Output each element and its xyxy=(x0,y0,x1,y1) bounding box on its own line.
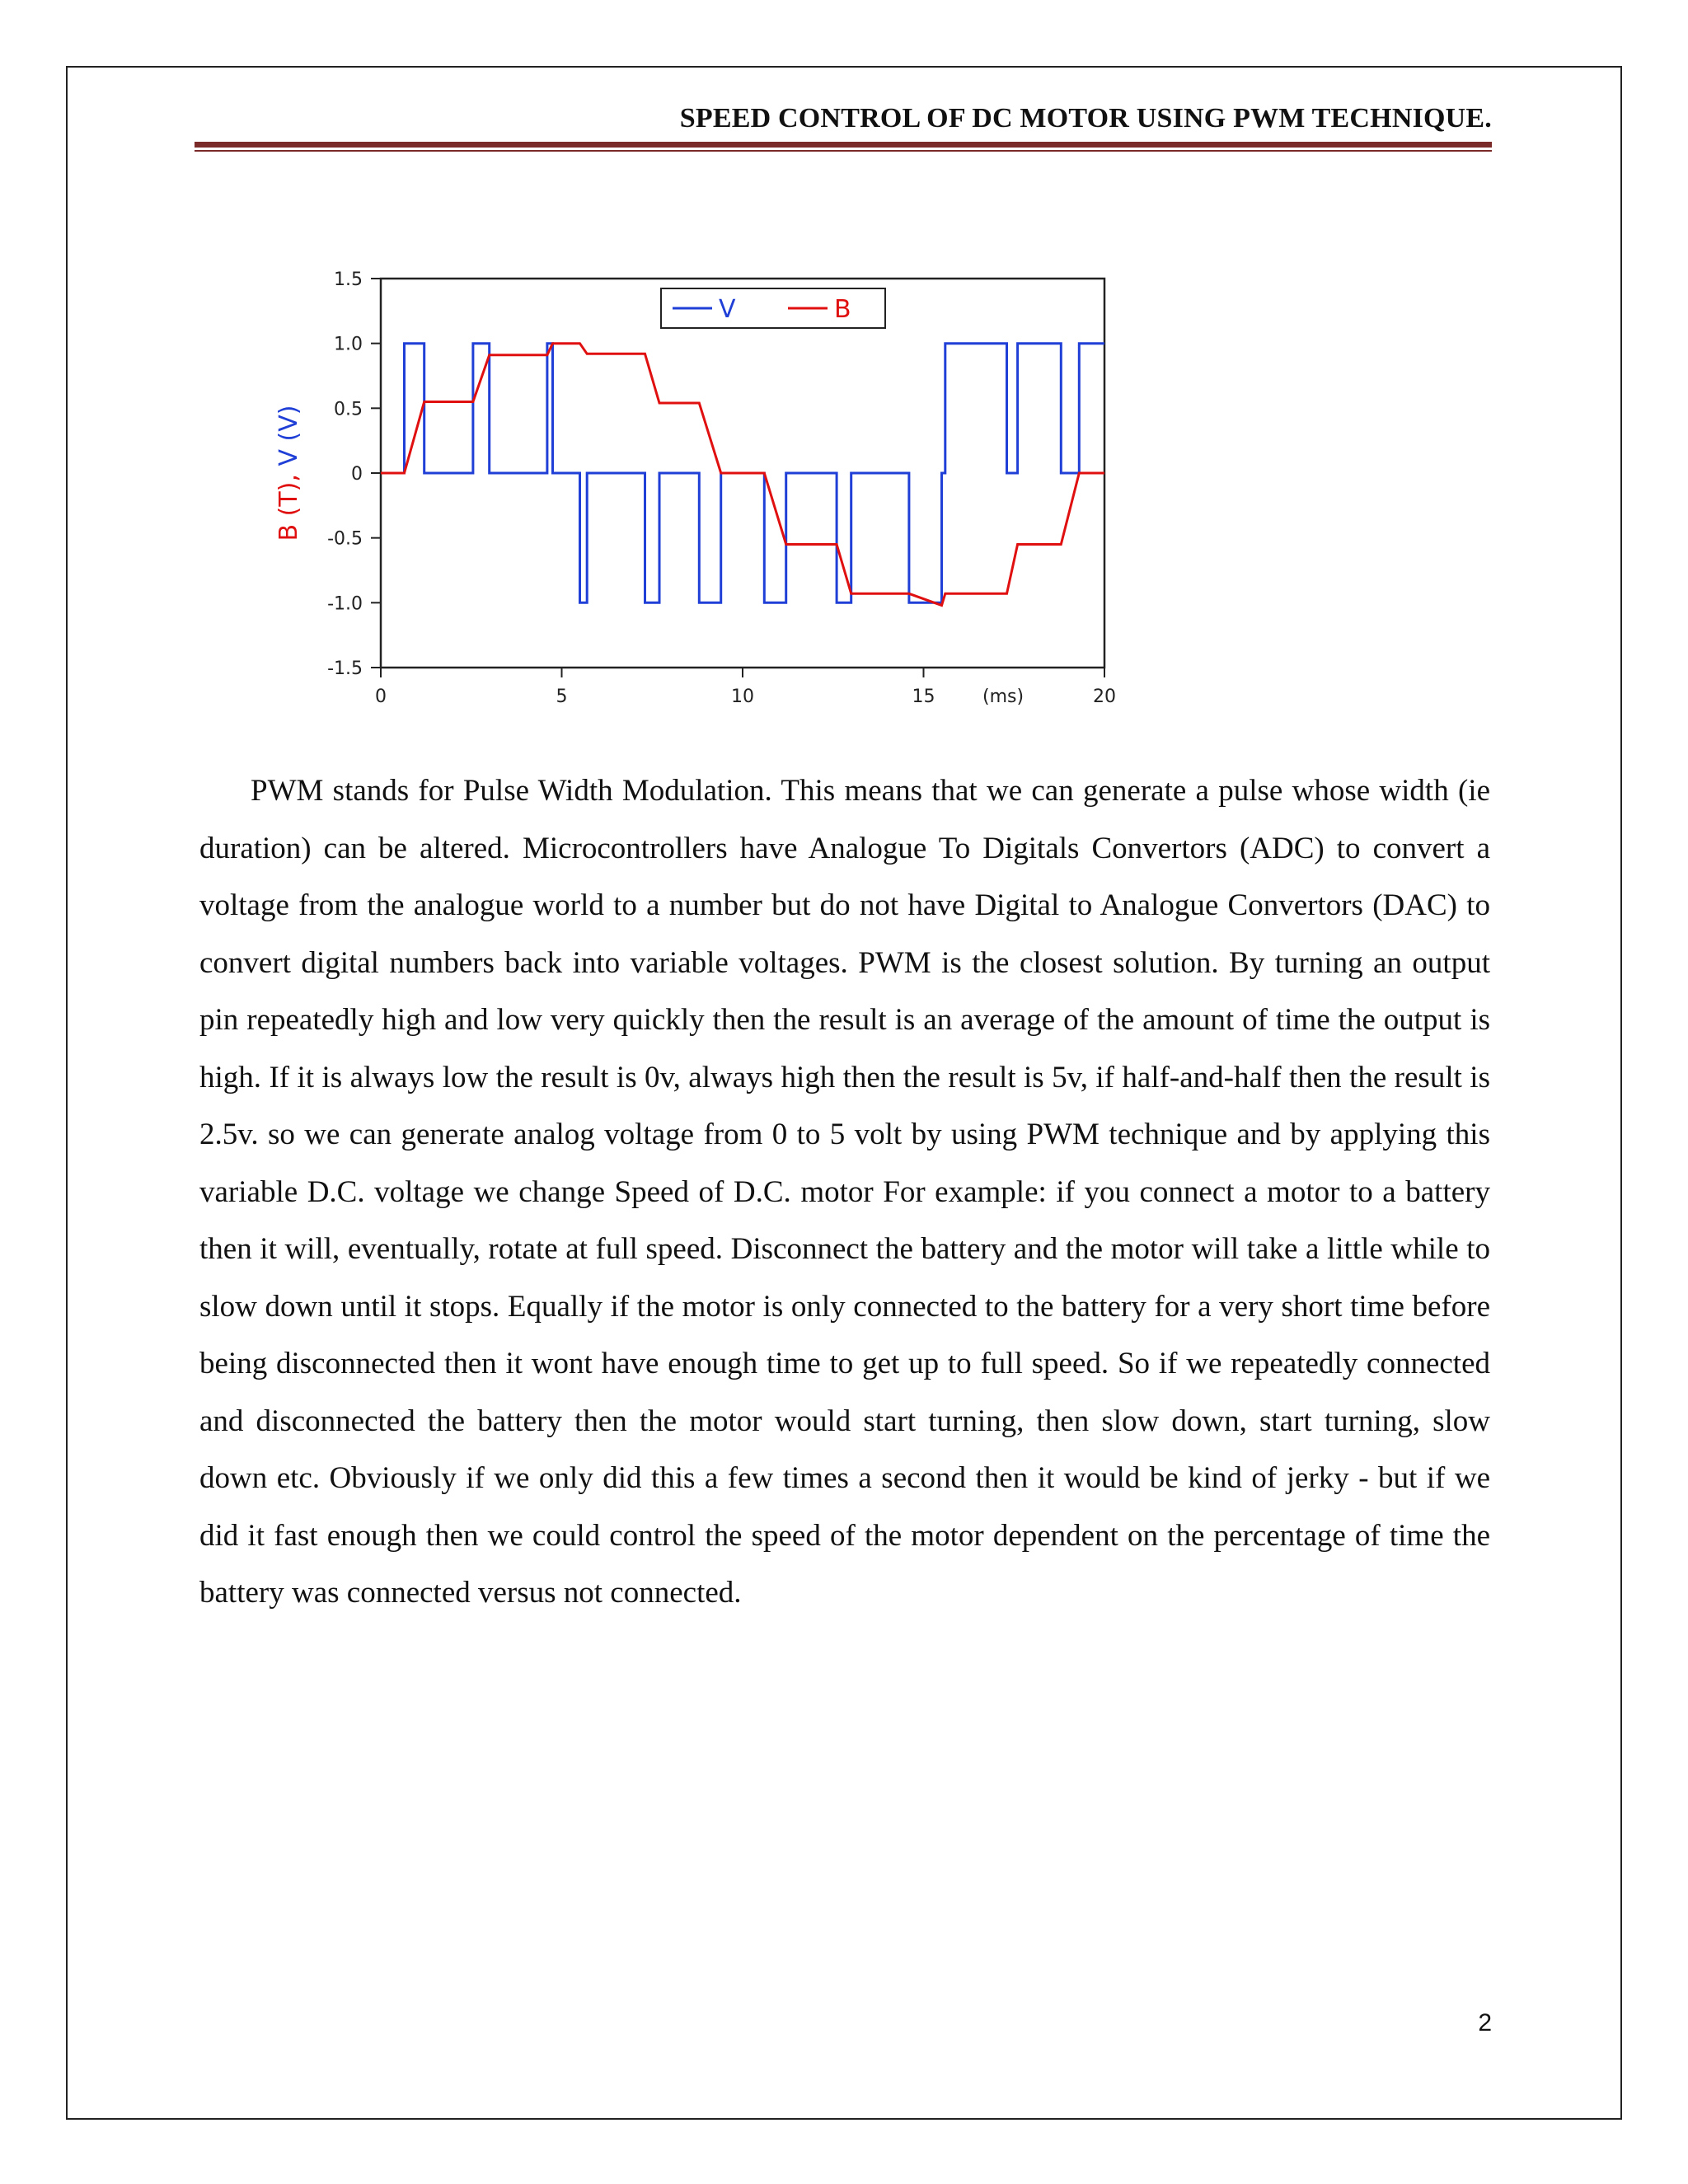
y-axis-label-v: V (V) xyxy=(274,405,303,466)
y-tick-label: -0.5 xyxy=(327,528,363,550)
header-rule-thin xyxy=(195,150,1492,152)
x-tick-label: 15 xyxy=(912,687,935,707)
body-paragraph: PWM stands for Pulse Width Modulation. This means that we can generate a pulse whose width (ie duration) can be altered. Microcontrollers have Analogue To Digitals Convertors (ADC) to convert a voltage from the analogue world to a number but do not have Digital to Analogue Convertors (DAC) to convert digital numbers back into variable voltages. PWM is the closest solution. By turning an output pin repeatedly high and low very quickly then the result is an average of the amount of time the output is high. If it is always low the result is 0v, always high then the result is 5v, if half-and-half then the result is 2.5v. so we can generate analog voltage from 0 to 5 volt by using PWM technique and by applying this variable D.C. voltage we change Speed of D.C. motor For example: if you connect a motor to a battery then it will, eventually, rotate at full speed. Disconnect the battery and the motor will take a little while to slow down until it stops. Equally if the motor is only connected to the battery for a very short time before being disconnected then it wont have enough time to get up to full speed. So if we repeatedly connected and disconnected the battery then the motor would start turning, then slow down, start turning, slow down etc. Obviously if we only did this a few times a second then it would be kind of jerky - but if we did it fast enough then we could control the speed of the motor dependent on the percentage of time the battery was connected versus not connected. xyxy=(199,774,1490,1610)
x-axis-label: (ms) xyxy=(982,687,1025,707)
pwm-waveform-chart xyxy=(247,255,1129,725)
y-tick-label: 1.0 xyxy=(334,334,363,355)
y-tick-label: -1.5 xyxy=(327,658,363,679)
x-tick-label: 20 xyxy=(1093,687,1116,707)
legend-label-v: V xyxy=(719,295,736,324)
y-tick-label: -1.0 xyxy=(327,593,363,615)
header-rule xyxy=(195,142,1492,148)
x-tick-label: 0 xyxy=(375,687,387,707)
legend-label-b: B xyxy=(834,295,851,324)
chart-svg xyxy=(247,255,1129,725)
y-axis-label-b: B (T), xyxy=(274,466,303,541)
y-axis-label xyxy=(274,405,303,541)
y-tick-label: 1.5 xyxy=(334,269,363,290)
page-header-title: SPEED CONTROL OF DC MOTOR USING PWM TECHNIQUE. xyxy=(679,103,1492,134)
y-tick-label: 0.5 xyxy=(334,399,363,420)
y-tick-label: 0 xyxy=(351,464,363,485)
page-number: 2 xyxy=(1478,2009,1492,2036)
x-tick-label: 10 xyxy=(731,687,754,707)
x-tick-label: 5 xyxy=(556,687,568,707)
